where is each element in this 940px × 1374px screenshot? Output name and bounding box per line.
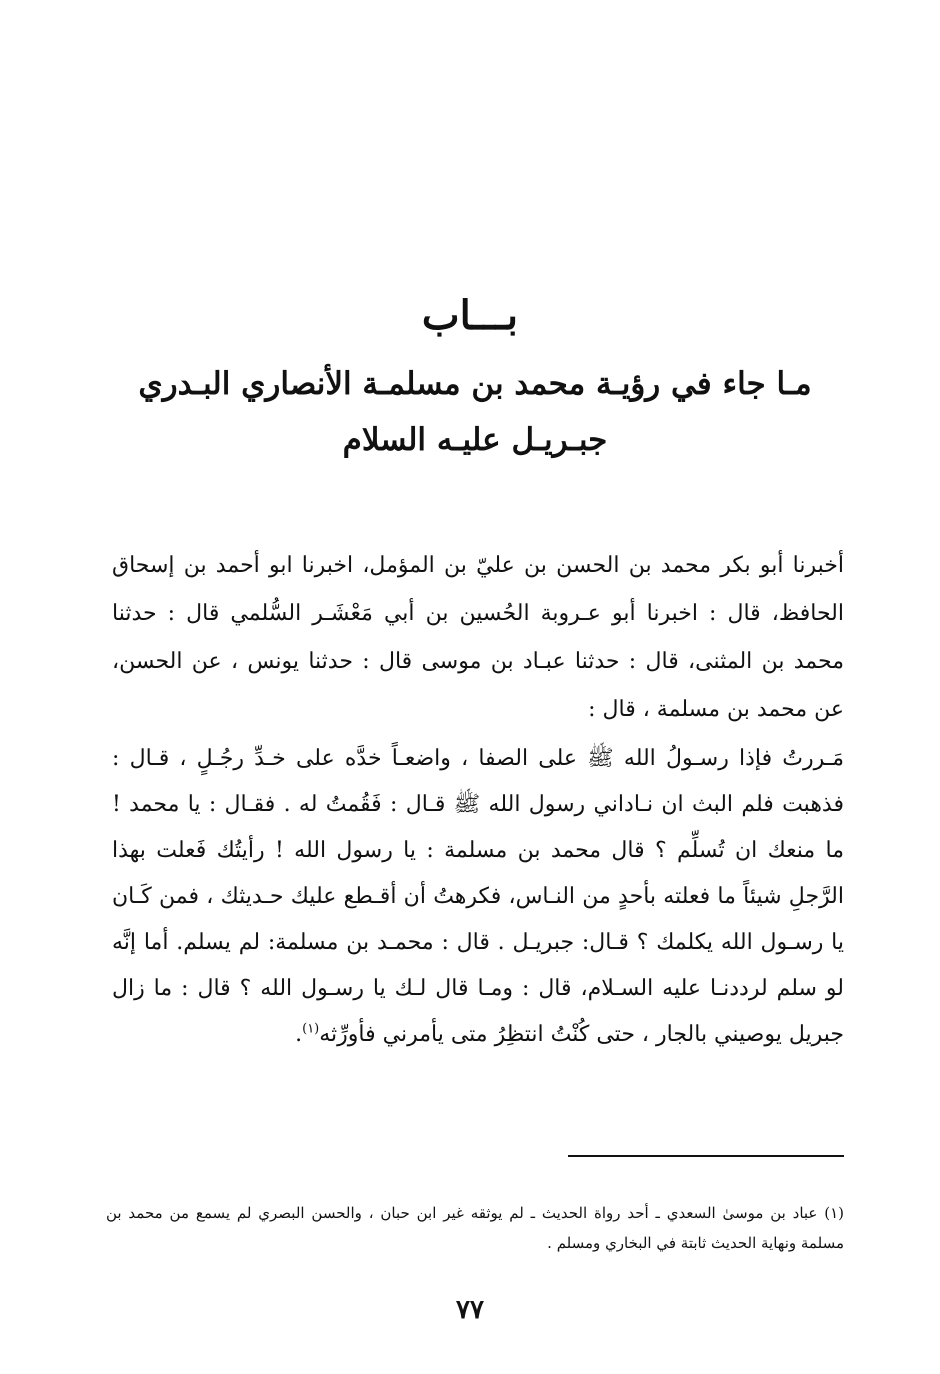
hadith-end-mark: . [295, 1022, 303, 1047]
footnote: (١) عباد بن موسىٰ السعدي ـ أحد رواة الحديث ـ لم يوثقه غير ابن حبان ، والحسن البصري لم يسمع من محمد بن مسلمة ونهاية الحديث ثابتة في البخاري ومسلم . [106, 1204, 844, 1252]
page-number: ٧٧ [456, 1295, 484, 1325]
footnote-marker: (١) [302, 1021, 320, 1037]
hadith-paragraph [112, 736, 844, 1058]
isnad-paragraph: أخبرنا أبو بكر محمد بن الحسن بن عليّ بن المؤمل، اخبرنا ابو أحمد بن إسحاق الحافظ، قال : اخبرنا أبو عـروبة الحُسين بن أبي مَعْشَـر السُّلمي قال : حدثنا محمد بن المثنى، قال : حدثنا عبـاد بن موسى قال : حدثنا يونس ، عن الحسن، عن محمد بن مسلمة ، قال : [112, 553, 844, 722]
hadith-text: مَـررتُ فإذا رسـولُ الله ﷺ على الصفا ، واضعـاً خدَّه على خـدِّ رجُـلٍ ، قـال : فذهبت فلم البث ان نـاداني رسول الله ﷺ قـال : فَقُمتُ له . فقـال : يا محمد ! ما منعك ان تُسلِّم ؟ قال محمد بن مسلمة : يا رسول الله ! رأيتُك فَعلت بهذا الرَّجلِ شيئاً ما فعلته بأحدٍ من النـاس، فكرهتُ أن أقـطع عليك حـديثك ، فمن كَـان يا رسـول الله يكلمك ؟ قـال: جبريـل . قال : محمـد بن مسلمة: لم يسلم. أما إنَّه لو سلم لرددنـا عليه السـلام، قال : ومـا قال لـك يا رسـول الله ؟ قال : ما زال جبريل يوصيني بالجار ، حتى كُنْتُ انتظِرُ متى يأمرني فأورِّثه [112, 746, 844, 1047]
chapter-label: بـــاب [421, 292, 519, 339]
chapter-title: مـا جاء في رؤيـة محمد بن مسلمـة الأنصاري البـدري جبـريـل عليـه السلام [138, 366, 812, 458]
footnote-divider [568, 1155, 844, 1157]
